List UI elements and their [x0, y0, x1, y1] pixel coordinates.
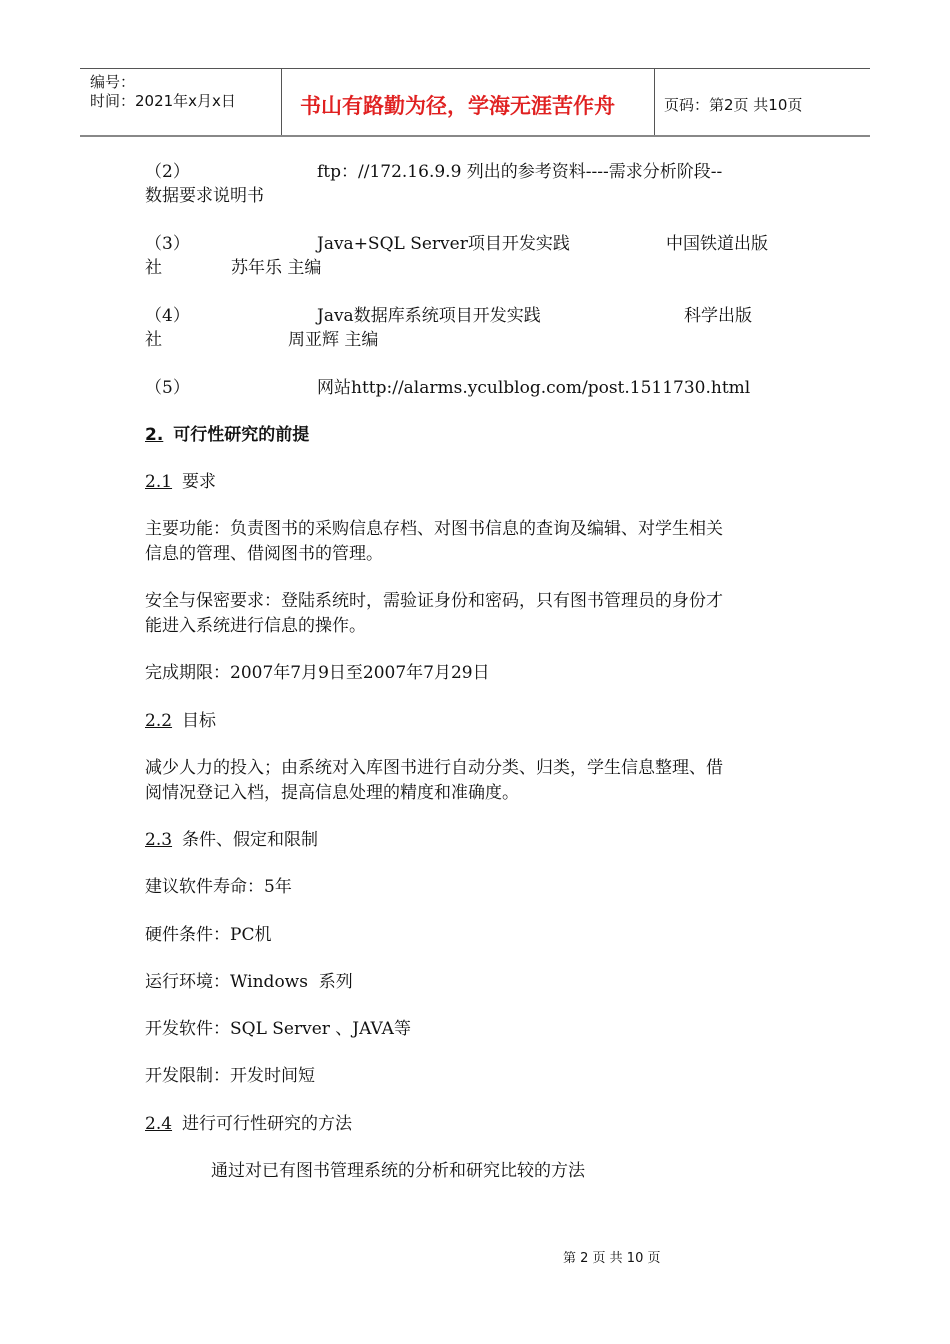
header-time: 时间：2021年x月x日 [90, 92, 236, 110]
ref-text: 苏年乐 主编 [231, 258, 322, 278]
page-footer: 第 2 页 共 10 页 [563, 1251, 661, 1266]
ref-text: 周亚辉 主编 [288, 330, 379, 350]
header-top-rule [80, 68, 870, 69]
paragraph-line: 运行环境：Windows 系列 [145, 972, 353, 992]
ref-text: Java数据库系统项目开发实践 [317, 306, 541, 326]
paragraph-line: 开发限制：开发时间短 [145, 1066, 315, 1086]
paragraph-line: 减少人力的投入；由系统对入库图书进行自动分类、归类，学生信息整理、借 [145, 758, 723, 778]
paragraph-line: 主要功能：负责图书的采购信息存档、对图书信息的查询及编辑、对学生相关 [145, 519, 723, 539]
ref-text: 中国铁道出版 [666, 234, 768, 254]
subsection-heading: 2.3 条件、假定和限制 [145, 830, 319, 850]
ref-text: Java+SQL Server项目开发实践 [317, 234, 570, 254]
ref-text: 社 [145, 258, 162, 278]
ref-num: （3） [145, 234, 190, 254]
paragraph-line: 能进入系统进行信息的操作。 [145, 616, 366, 636]
header-number: 编号： [90, 73, 136, 91]
ref-text: 网站http://alarms.yculblog.com/post.1511730.html [317, 378, 751, 398]
subsection-heading: 2.4 进行可行性研究的方法 [145, 1114, 353, 1134]
ref-text: 数据要求说明书 [145, 186, 264, 206]
ref-num: （4） [145, 306, 190, 326]
header-divider [281, 69, 282, 135]
header-page: 页码：第2页 共10页 [664, 96, 803, 114]
subsection-heading: 2.1 要求 [145, 472, 217, 492]
section-heading: 2. 可行性研究的前提 [145, 425, 310, 445]
ref-num: （5） [145, 378, 190, 398]
paragraph-line: 信息的管理、借阅图书的管理。 [145, 544, 383, 564]
paragraph-line: 通过对已有图书管理系统的分析和研究比较的方法 [211, 1161, 585, 1181]
ref-text: ftp：//172.16.9.9 列出的参考资料----需求分析阶段-- [317, 162, 723, 182]
paragraph-line: 建议软件寿命：5年 [145, 877, 292, 897]
paragraph-line: 硬件条件：PC机 [145, 925, 272, 945]
paragraph-line: 开发软件：SQL Server 、JAVA等 [145, 1019, 411, 1039]
subsection-heading: 2.2 目标 [145, 711, 217, 731]
ref-num: （2） [145, 162, 190, 182]
ref-text: 科学出版 [684, 306, 752, 326]
ref-text: 社 [145, 330, 162, 350]
paragraph-line: 安全与保密要求：登陆系统时，需验证身份和密码，只有图书管理员的身份才 [145, 591, 723, 611]
header-divider [654, 69, 655, 135]
paragraph-line: 完成期限：2007年7月9日至2007年7月29日 [145, 663, 490, 683]
paragraph-line: 阅情况登记入档，提高信息处理的精度和准确度。 [145, 783, 519, 803]
header-motto: 书山有路勤为径，学海无涯苦作舟 [300, 94, 615, 118]
header-bottom-rule [80, 135, 870, 137]
